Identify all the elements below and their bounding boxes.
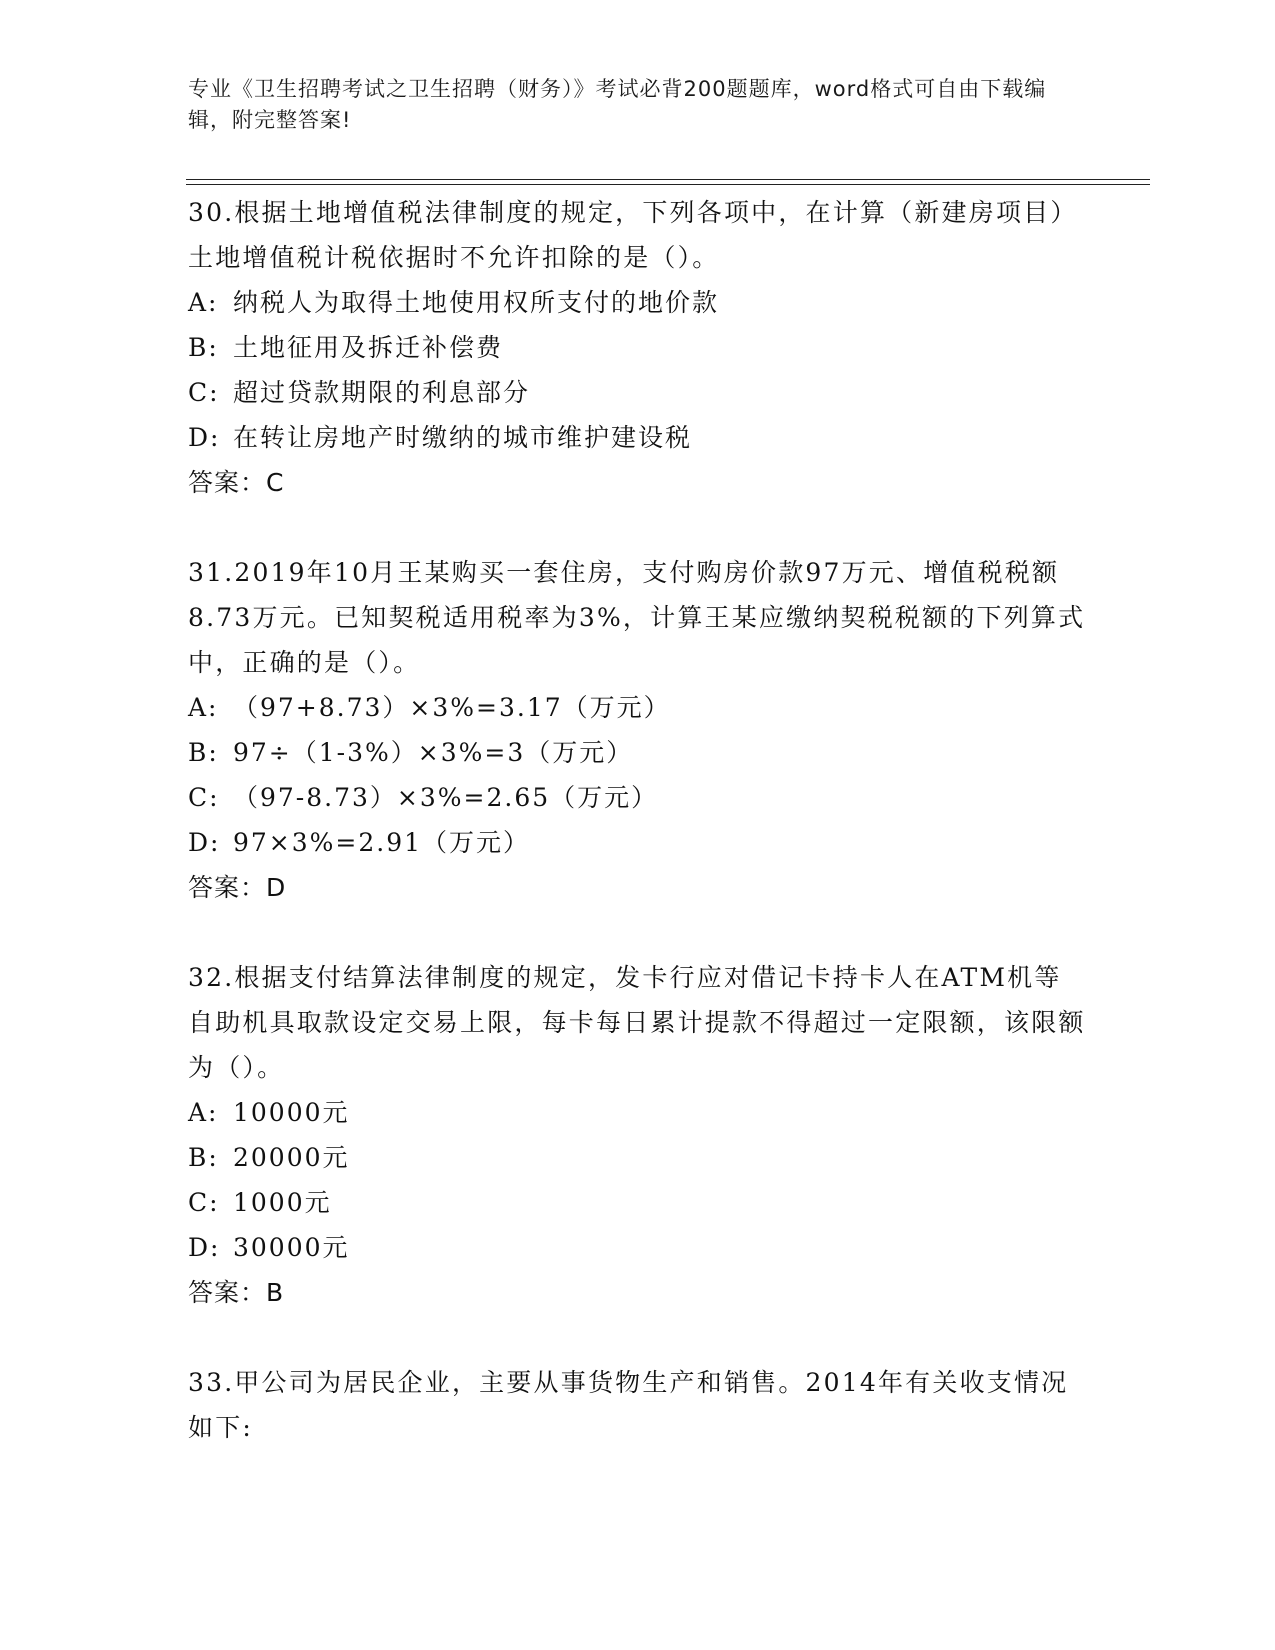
question-stem: 33.甲公司为居民企业，主要从事货物生产和销售。2014年有关收支情况如下: bbox=[188, 1368, 1069, 1442]
option-text: 97×3%=2.91（万元） bbox=[233, 828, 531, 857]
option-text: 在转让房地产时缴纳的城市维护建设税 bbox=[233, 423, 693, 452]
question-spacer bbox=[188, 910, 1088, 955]
header-divider-bottom bbox=[186, 184, 1150, 185]
option-text: 1000元 bbox=[233, 1188, 332, 1217]
option-b bbox=[188, 325, 1088, 370]
option-a bbox=[188, 1090, 1088, 1135]
option-text: （97+8.73）×3%=3.17（万元） bbox=[233, 693, 671, 722]
option-a bbox=[188, 685, 1088, 730]
option-text: 97÷（1-3%）×3%=3（万元） bbox=[233, 738, 634, 767]
option-c bbox=[188, 1180, 1088, 1225]
option-label: A: bbox=[188, 288, 219, 317]
option-text: 纳税人为取得土地使用权所支付的地价款 bbox=[233, 288, 720, 317]
document-header: 专业《卫生招聘考试之卫生招聘（财务）》考试必背200题题库，word格式可自由下载编辑，附完整答案! bbox=[188, 77, 1047, 132]
answer-line: 答案：C bbox=[188, 468, 285, 497]
option-label: D: bbox=[188, 828, 221, 857]
option-a bbox=[188, 280, 1088, 325]
option-label: D: bbox=[188, 423, 221, 452]
option-label: B: bbox=[188, 1143, 219, 1172]
question-stem: 30.根据土地增值税法律制度的规定，下列各项中，在计算（新建房项目）土地增值税计税依据时不允许扣除的是（）。 bbox=[188, 198, 1078, 272]
answer-line: 答案：B bbox=[188, 1278, 285, 1307]
option-text: 20000元 bbox=[233, 1143, 350, 1172]
option-label: C: bbox=[188, 1188, 220, 1217]
question-32 bbox=[188, 955, 1088, 1315]
option-c bbox=[188, 775, 1088, 820]
option-label: D: bbox=[188, 1233, 221, 1262]
answer-line: 答案：D bbox=[188, 873, 287, 902]
option-label: B: bbox=[188, 738, 219, 767]
header-divider-top bbox=[186, 179, 1150, 180]
option-text: 10000元 bbox=[233, 1098, 350, 1127]
option-b bbox=[188, 730, 1088, 775]
option-c bbox=[188, 370, 1088, 415]
question-33 bbox=[188, 1360, 1088, 1450]
question-stem: 32.根据支付结算法律制度的规定，发卡行应对借记卡持卡人在ATM机等自助机具取款设定交易上限，每卡每日累计提款不得超过一定限额，该限额为（）。 bbox=[188, 963, 1086, 1082]
option-d bbox=[188, 415, 1088, 460]
option-label: A: bbox=[188, 1098, 219, 1127]
question-stem: 31.2019年10月王某购买一套住房，支付购房价款97万元、增值税税额8.73万元。已知契税适用税率为3%，计算王某应缴纳契税税额的下列算式中，正确的是（）。 bbox=[188, 558, 1086, 677]
option-b bbox=[188, 1135, 1088, 1180]
option-text: （97-8.73）×3%=2.65（万元） bbox=[233, 783, 659, 812]
question-spacer bbox=[188, 1315, 1088, 1360]
question-spacer bbox=[188, 505, 1088, 550]
question-list bbox=[188, 190, 1088, 1450]
question-31 bbox=[188, 550, 1088, 910]
option-d bbox=[188, 820, 1088, 865]
question-30 bbox=[188, 190, 1088, 505]
option-label: C: bbox=[188, 783, 220, 812]
option-text: 土地征用及拆迁补偿费 bbox=[233, 333, 504, 362]
option-text: 超过贷款期限的利息部分 bbox=[233, 378, 531, 407]
option-label: C: bbox=[188, 378, 220, 407]
option-d bbox=[188, 1225, 1088, 1270]
option-label: B: bbox=[188, 333, 219, 362]
option-label: A: bbox=[188, 693, 219, 722]
option-text: 30000元 bbox=[233, 1233, 350, 1262]
